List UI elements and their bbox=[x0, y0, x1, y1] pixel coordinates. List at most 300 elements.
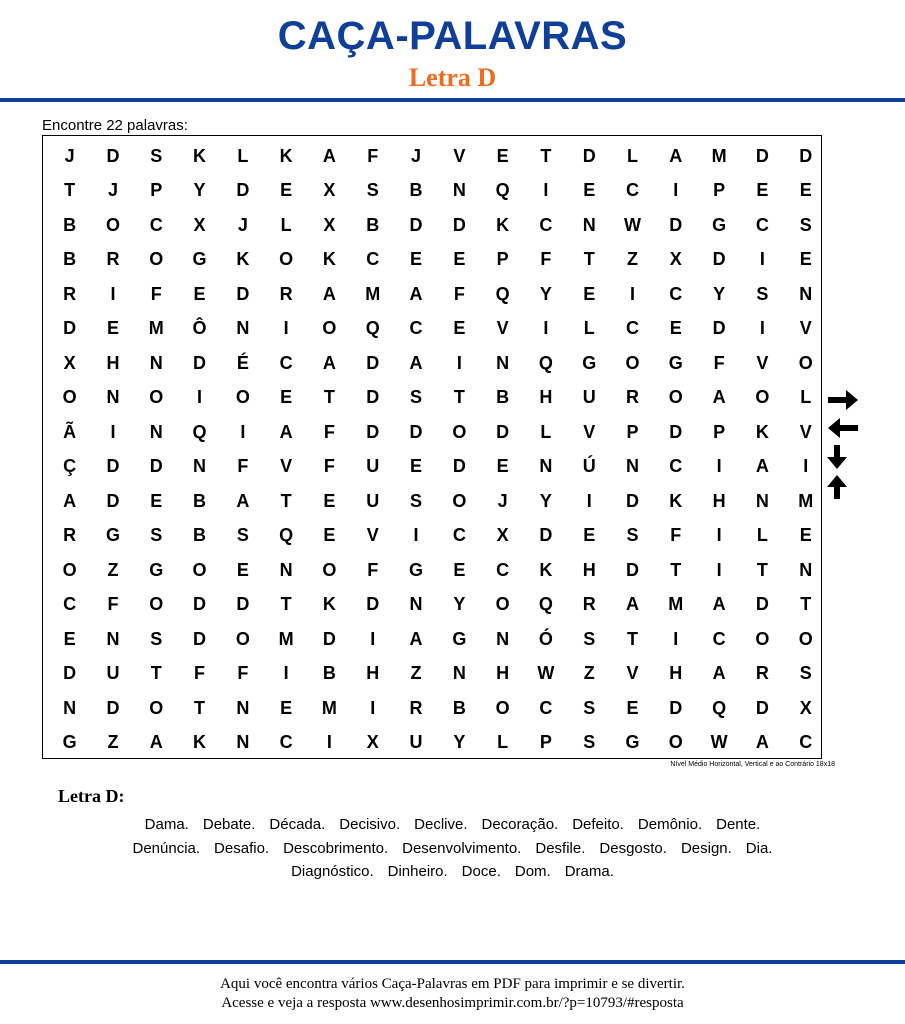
grid-letter: A bbox=[409, 283, 423, 304]
grid-letter: U bbox=[409, 732, 423, 753]
grid-letter: V bbox=[583, 421, 596, 442]
grid-letter: F bbox=[367, 559, 379, 580]
grid-letter: N bbox=[626, 456, 639, 477]
grid-letter: L bbox=[237, 145, 249, 166]
grid-letter: E bbox=[799, 180, 812, 201]
grid-letter: R bbox=[63, 525, 77, 546]
grid-letter: N bbox=[149, 421, 163, 442]
grid-letter: I bbox=[759, 318, 765, 339]
grid-letter: J bbox=[64, 145, 75, 166]
grid-letter: S bbox=[410, 387, 423, 408]
grid-letter: C bbox=[712, 628, 726, 649]
grid-letter: O bbox=[62, 387, 77, 408]
word-list-item: Decisivo. bbox=[339, 816, 401, 833]
grid-letter: N bbox=[799, 559, 813, 580]
grid-letter: J bbox=[411, 145, 422, 166]
grid-letter: O bbox=[322, 559, 337, 580]
grid-letter: Q bbox=[538, 352, 553, 373]
grid-letter: I bbox=[586, 490, 592, 511]
grid-letter: R bbox=[279, 283, 293, 304]
grid-letter: I bbox=[716, 525, 722, 546]
footer bbox=[0, 975, 905, 1013]
grid-letter: O bbox=[668, 732, 683, 753]
grid-letter: K bbox=[496, 214, 510, 235]
grid-letter: B bbox=[193, 490, 207, 511]
grid-letter: Ã bbox=[63, 421, 77, 442]
word-list-item: Declive. bbox=[414, 816, 468, 833]
grid-letter: K bbox=[755, 421, 769, 442]
grid-letter: H bbox=[539, 387, 553, 408]
grid-letter: Ú bbox=[582, 456, 596, 477]
grid-letter: C bbox=[669, 456, 683, 477]
grid-letter: S bbox=[799, 663, 812, 684]
grid-letter: D bbox=[496, 421, 510, 442]
grid-letter: E bbox=[280, 387, 293, 408]
grid-letter: Z bbox=[410, 663, 422, 684]
grid-letter: X bbox=[323, 214, 336, 235]
grid-letter: H bbox=[496, 663, 510, 684]
arrow-left-icon bbox=[826, 416, 860, 440]
grid-letter: A bbox=[279, 421, 293, 442]
grid-letter: F bbox=[237, 663, 249, 684]
grid-letter: D bbox=[669, 214, 683, 235]
grid-letter: N bbox=[409, 594, 423, 615]
grid-letter: Q bbox=[279, 525, 294, 546]
grid-letter: G bbox=[105, 525, 120, 546]
grid-letter: G bbox=[625, 732, 640, 753]
grid-letter: O bbox=[322, 318, 337, 339]
grid-letter: E bbox=[150, 490, 163, 511]
grid-letter: O bbox=[149, 594, 164, 615]
grid-letter: Ó bbox=[538, 628, 553, 649]
grid-letter: O bbox=[798, 352, 813, 373]
grid-letter: D bbox=[799, 145, 813, 166]
grid-letter: D bbox=[366, 387, 380, 408]
grid-letter: M bbox=[798, 490, 814, 511]
grid-letter: E bbox=[583, 283, 596, 304]
word-list-item: Descobrimento. bbox=[283, 839, 389, 857]
grid-letter: M bbox=[668, 594, 684, 615]
bottom-divider bbox=[0, 960, 905, 964]
grid-letter: X bbox=[799, 697, 812, 718]
grid-letter: V bbox=[799, 421, 812, 442]
grid-letter: U bbox=[582, 387, 596, 408]
grid-letter: É bbox=[236, 352, 249, 373]
grid-letter: V bbox=[366, 525, 379, 546]
grid-letter: D bbox=[452, 214, 466, 235]
grid-letter: L bbox=[627, 145, 638, 166]
grid-letter: K bbox=[669, 490, 683, 511]
grid-letter: R bbox=[409, 697, 423, 718]
grid-letter: C bbox=[626, 180, 639, 201]
grid-letter: Q bbox=[712, 697, 727, 718]
grid-letter: D bbox=[366, 352, 380, 373]
grid-letter: P bbox=[626, 421, 639, 442]
grid-letter: G bbox=[712, 214, 727, 235]
grid-letter: N bbox=[149, 352, 163, 373]
grid-letter: E bbox=[496, 456, 509, 477]
grid-letter: O bbox=[149, 387, 164, 408]
word-list-item: Debate. bbox=[202, 816, 256, 833]
grid-letter: B bbox=[366, 214, 380, 235]
grid-letter: I bbox=[110, 283, 116, 304]
grid-letter: S bbox=[583, 628, 596, 649]
top-divider bbox=[0, 98, 905, 102]
grid-letter: G bbox=[452, 628, 467, 649]
grid-letter: E bbox=[453, 318, 466, 339]
grid-letter: E bbox=[799, 249, 812, 270]
grid-letter: C bbox=[149, 214, 163, 235]
grid-letter: D bbox=[409, 214, 423, 235]
grid-letter: T bbox=[323, 387, 335, 408]
grid-letter: A bbox=[63, 490, 77, 511]
grid-letter: D bbox=[236, 180, 250, 201]
grid-letter: D bbox=[452, 456, 466, 477]
grid-letter: I bbox=[326, 732, 332, 753]
word-list-item: Desenvolvimento. bbox=[402, 839, 522, 857]
grid-letter: P bbox=[713, 180, 726, 201]
grid-letter: O bbox=[625, 352, 640, 373]
grid-letter: A bbox=[322, 145, 336, 166]
grid-letter: L bbox=[800, 387, 812, 408]
grid-letter: C bbox=[755, 214, 769, 235]
grid-letter: S bbox=[583, 697, 596, 718]
grid-letter: N bbox=[452, 663, 466, 684]
grid-letter: U bbox=[106, 663, 120, 684]
arrow-right-icon bbox=[826, 388, 860, 412]
grid-letter: G bbox=[149, 559, 164, 580]
grid-letter: A bbox=[149, 732, 163, 753]
grid-letter: N bbox=[106, 387, 120, 408]
grid-letter: F bbox=[713, 352, 725, 373]
grid-letter: N bbox=[106, 628, 120, 649]
grid-letter: H bbox=[712, 490, 726, 511]
word-list-item: Denúncia. bbox=[132, 839, 201, 857]
grid-letter: C bbox=[799, 732, 813, 753]
grid-letter: F bbox=[323, 456, 335, 477]
grid-letter: N bbox=[63, 697, 77, 718]
grid-letter: C bbox=[626, 318, 639, 339]
grid-letter: A bbox=[236, 490, 250, 511]
grid-letter: E bbox=[496, 145, 509, 166]
grid-letter: T bbox=[800, 594, 812, 615]
grid-letter: A bbox=[755, 456, 769, 477]
page-title: CAÇA-PALAVRAS bbox=[277, 14, 628, 58]
grid-letter: R bbox=[63, 283, 77, 304]
grid-letter: F bbox=[367, 145, 379, 166]
grid-letter: T bbox=[540, 145, 552, 166]
grid-letter: L bbox=[280, 214, 292, 235]
grid-letter: N bbox=[279, 559, 293, 580]
grid-letter: D bbox=[539, 525, 553, 546]
grid-letter: P bbox=[539, 732, 552, 753]
grid-letter: I bbox=[370, 697, 376, 718]
grid-letter: V bbox=[756, 352, 769, 373]
grid-letter: D bbox=[193, 594, 207, 615]
grid-letter: V bbox=[799, 318, 812, 339]
grid-letter: I bbox=[283, 318, 289, 339]
grid-letter: I bbox=[716, 456, 722, 477]
grid-letter: C bbox=[496, 559, 510, 580]
grid-letter: T bbox=[453, 387, 465, 408]
grid-letter: K bbox=[236, 249, 250, 270]
grid-letter: S bbox=[410, 490, 423, 511]
grid-letter: Y bbox=[539, 490, 552, 511]
grid-letter: D bbox=[106, 490, 120, 511]
grid-letter: I bbox=[543, 318, 549, 339]
grid-letter: K bbox=[193, 732, 207, 753]
grid-letter: S bbox=[583, 732, 596, 753]
grid-letter: H bbox=[366, 663, 380, 684]
grid-letter: D bbox=[106, 697, 120, 718]
word-list-item: Demônio. bbox=[637, 816, 703, 833]
grid-letter: L bbox=[540, 421, 552, 442]
arrow-down-icon bbox=[820, 444, 854, 470]
grid-letter: M bbox=[321, 697, 337, 718]
grid-letter: I bbox=[759, 249, 765, 270]
level-note: Nível Médio Horizontal, Vertical e ao Contrário 18x18 bbox=[670, 761, 835, 768]
grid-letter: B bbox=[63, 249, 77, 270]
grid-letter: Y bbox=[713, 283, 726, 304]
grid-letter: X bbox=[193, 214, 206, 235]
grid-letter: N bbox=[236, 318, 250, 339]
grid-letter: D bbox=[669, 421, 683, 442]
word-list-item: Década. bbox=[269, 816, 326, 833]
grid-letter: F bbox=[150, 283, 162, 304]
grid-letter: E bbox=[583, 180, 596, 201]
grid-letter: F bbox=[237, 456, 249, 477]
word-list-item: Defeito. bbox=[572, 816, 624, 833]
grid-letter: J bbox=[497, 490, 508, 511]
grid-letter: I bbox=[197, 387, 203, 408]
grid-letter: D bbox=[322, 628, 336, 649]
grid-letter: C bbox=[452, 525, 466, 546]
word-search-grid-box bbox=[42, 135, 822, 759]
grid-letter: K bbox=[193, 145, 207, 166]
grid-letter: P bbox=[150, 180, 163, 201]
grid-letter: J bbox=[107, 180, 118, 201]
grid-letter: E bbox=[410, 456, 423, 477]
grid-letter: T bbox=[756, 559, 768, 580]
grid-letter: D bbox=[712, 318, 726, 339]
grid-letter: I bbox=[630, 283, 636, 304]
grid-letter: I bbox=[716, 559, 722, 580]
grid-letter: I bbox=[110, 421, 116, 442]
grid-letter: U bbox=[366, 456, 380, 477]
grid-letter: F bbox=[670, 525, 682, 546]
grid-letter: I bbox=[673, 628, 679, 649]
grid-letter: C bbox=[409, 318, 423, 339]
grid-letter: T bbox=[280, 594, 292, 615]
word-list-item: Dama. bbox=[144, 816, 189, 833]
grid-letter: A bbox=[712, 594, 726, 615]
word-search-grid bbox=[48, 139, 827, 760]
grid-letter: Z bbox=[107, 732, 119, 753]
grid-letter: D bbox=[193, 352, 207, 373]
grid-letter: X bbox=[323, 180, 336, 201]
grid-letter: H bbox=[582, 559, 596, 580]
grid-letter: D bbox=[669, 697, 683, 718]
grid-letter: O bbox=[755, 628, 770, 649]
grid-letter: I bbox=[283, 663, 289, 684]
instructions: Encontre 22 palavras: bbox=[42, 117, 188, 134]
grid-letter: N bbox=[193, 456, 207, 477]
grid-letter: K bbox=[322, 249, 336, 270]
grid-letter: H bbox=[106, 352, 120, 373]
grid-letter: E bbox=[106, 318, 119, 339]
grid-letter: B bbox=[496, 387, 510, 408]
grid-letter: X bbox=[63, 352, 76, 373]
grid-letter: A bbox=[322, 352, 336, 373]
grid-letter: M bbox=[148, 318, 164, 339]
grid-letter: C bbox=[669, 283, 683, 304]
grid-letter: M bbox=[278, 628, 294, 649]
grid-letter: D bbox=[106, 145, 120, 166]
grid-letter: Z bbox=[107, 559, 119, 580]
grid-letter: Ô bbox=[192, 318, 207, 339]
grid-letter: T bbox=[670, 559, 682, 580]
grid-letter: Q bbox=[538, 594, 553, 615]
grid-letter: E bbox=[323, 525, 336, 546]
grid-letter: E bbox=[756, 180, 769, 201]
grid-letter: E bbox=[453, 249, 466, 270]
grid-letter: L bbox=[497, 732, 509, 753]
grid-letter: D bbox=[149, 456, 163, 477]
grid-letter: Q bbox=[365, 318, 380, 339]
grid-letter: N bbox=[799, 283, 813, 304]
grid-letter: O bbox=[798, 628, 813, 649]
grid-letter: E bbox=[193, 283, 206, 304]
grid-letter: O bbox=[279, 249, 294, 270]
grid-letter: D bbox=[236, 283, 250, 304]
grid-letter: W bbox=[710, 732, 728, 753]
grid-letter: I bbox=[673, 180, 679, 201]
grid-letter: E bbox=[669, 318, 682, 339]
grid-letter: B bbox=[452, 697, 466, 718]
grid-letter: N bbox=[496, 628, 510, 649]
grid-letter: G bbox=[192, 249, 207, 270]
grid-letter: I bbox=[240, 421, 246, 442]
grid-letter: S bbox=[756, 283, 769, 304]
grid-letter: D bbox=[366, 594, 380, 615]
grid-letter: R bbox=[626, 387, 639, 408]
grid-letter: I bbox=[370, 628, 376, 649]
grid-letter: N bbox=[755, 490, 769, 511]
grid-letter: O bbox=[452, 490, 467, 511]
grid-letter: O bbox=[755, 387, 770, 408]
grid-letter: L bbox=[583, 318, 595, 339]
grid-letter: Q bbox=[192, 421, 207, 442]
word-list-item: Doce. bbox=[461, 863, 501, 880]
grid-letter: S bbox=[799, 214, 812, 235]
grid-letter: C bbox=[279, 352, 293, 373]
grid-letter: O bbox=[192, 559, 207, 580]
grid-letter: T bbox=[583, 249, 595, 270]
word-list-item: Dente. bbox=[716, 816, 761, 833]
grid-letter: O bbox=[452, 421, 467, 442]
grid-letter: A bbox=[755, 732, 769, 753]
grid-letter: D bbox=[193, 628, 207, 649]
grid-letter: V bbox=[453, 145, 466, 166]
grid-letter: K bbox=[279, 145, 293, 166]
word-list-item: Desafio. bbox=[214, 839, 270, 857]
grid-letter: O bbox=[105, 214, 120, 235]
grid-letter: M bbox=[711, 145, 727, 166]
grid-letter: X bbox=[669, 249, 682, 270]
grid-letter: F bbox=[107, 594, 119, 615]
word-list-item: Decoração. bbox=[481, 816, 559, 833]
grid-letter: B bbox=[409, 180, 423, 201]
grid-letter: D bbox=[755, 145, 769, 166]
grid-letter: W bbox=[537, 663, 555, 684]
grid-letter: A bbox=[322, 283, 336, 304]
grid-letter: Ç bbox=[63, 456, 77, 477]
grid-letter: R bbox=[582, 594, 596, 615]
grid-letter: I bbox=[803, 456, 809, 477]
grid-letter: V bbox=[496, 318, 509, 339]
grid-letter: T bbox=[627, 628, 638, 649]
grid-letter: E bbox=[453, 559, 466, 580]
grid-letter: O bbox=[149, 249, 164, 270]
grid-letter: E bbox=[410, 249, 423, 270]
grid-letter: C bbox=[279, 732, 293, 753]
grid-letter: N bbox=[236, 697, 250, 718]
word-list-item: Design. bbox=[680, 839, 732, 857]
grid-letter: C bbox=[539, 697, 553, 718]
word-list-item: Desgosto. bbox=[599, 839, 667, 857]
grid-letter: D bbox=[755, 697, 769, 718]
grid-letter: D bbox=[366, 421, 380, 442]
grid-letter: O bbox=[495, 594, 510, 615]
word-list-item: Dom. bbox=[514, 863, 551, 880]
grid-letter: O bbox=[149, 697, 164, 718]
grid-letter: P bbox=[713, 421, 726, 442]
grid-letter: L bbox=[756, 525, 768, 546]
word-list-item: Dia. bbox=[745, 839, 773, 857]
page-subtitle: Letra D bbox=[408, 63, 497, 92]
grid-letter: U bbox=[366, 490, 380, 511]
grid-letter: A bbox=[626, 594, 639, 615]
grid-letter: F bbox=[323, 421, 335, 442]
grid-letter: R bbox=[755, 663, 769, 684]
grid-letter: D bbox=[626, 490, 639, 511]
grid-letter: F bbox=[453, 283, 465, 304]
grid-letter: T bbox=[64, 180, 76, 201]
grid-letter: I bbox=[456, 352, 462, 373]
grid-letter: A bbox=[712, 387, 726, 408]
word-list-item: Desfile. bbox=[535, 839, 586, 857]
grid-letter: D bbox=[755, 594, 769, 615]
grid-letter: S bbox=[150, 525, 163, 546]
word-list-item: Dinheiro. bbox=[387, 863, 448, 880]
grid-letter: E bbox=[280, 180, 293, 201]
grid-letter: G bbox=[668, 352, 683, 373]
grid-letter: N bbox=[236, 732, 250, 753]
grid-letter: D bbox=[63, 318, 77, 339]
grid-letter: E bbox=[280, 697, 293, 718]
grid-letter: S bbox=[626, 525, 639, 546]
grid-letter: D bbox=[409, 421, 423, 442]
grid-letter: Z bbox=[627, 249, 638, 270]
grid-letter: S bbox=[150, 145, 163, 166]
grid-letter: O bbox=[235, 387, 250, 408]
grid-letter: E bbox=[799, 525, 812, 546]
grid-letter: B bbox=[193, 525, 207, 546]
grid-letter: Z bbox=[583, 663, 595, 684]
grid-letter: G bbox=[582, 352, 597, 373]
grid-letter: S bbox=[236, 525, 249, 546]
grid-letter: H bbox=[669, 663, 683, 684]
